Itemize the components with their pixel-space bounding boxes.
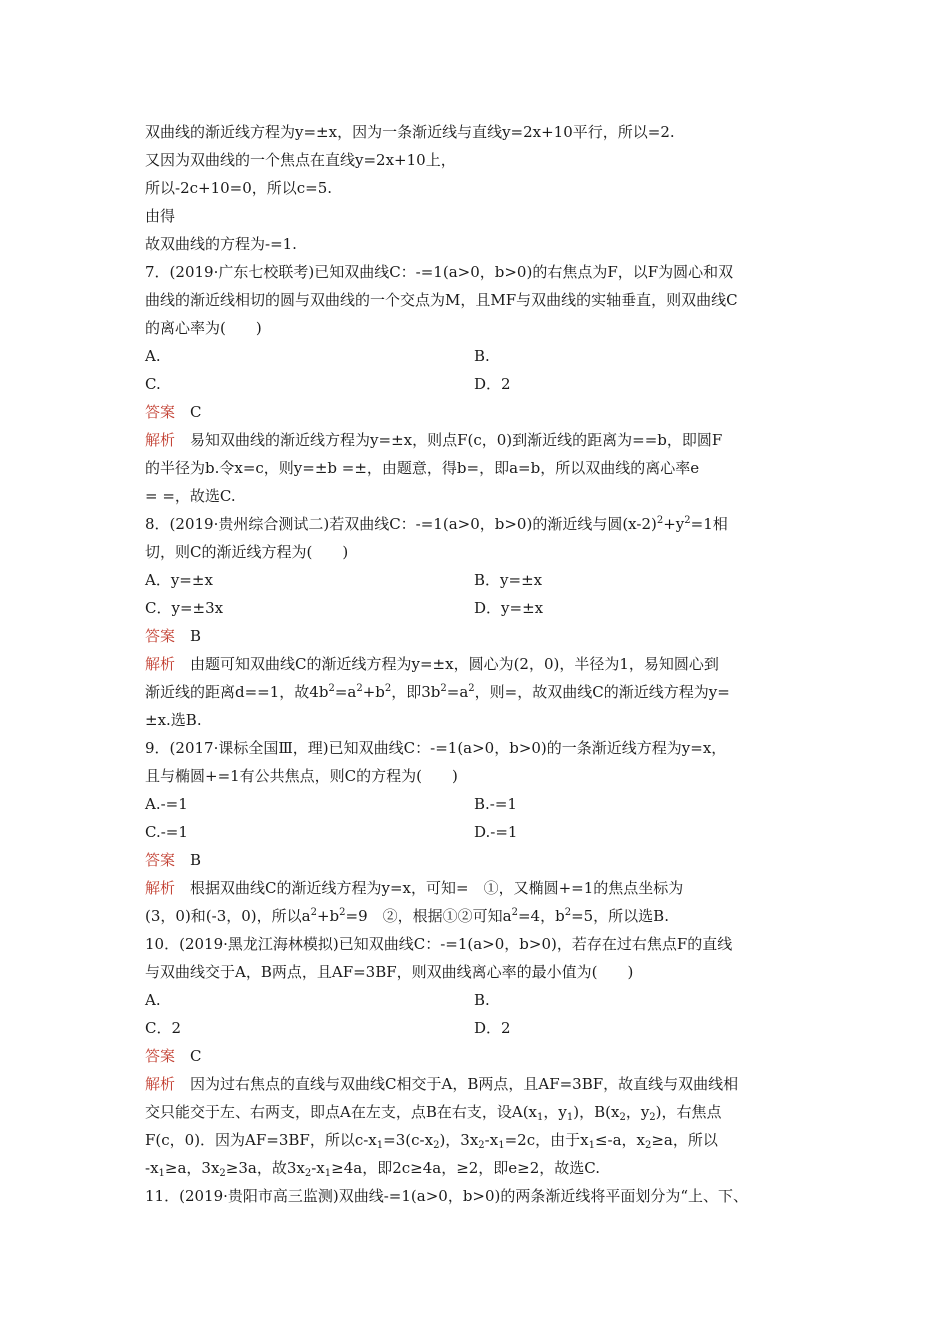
- answer-line: [145, 1046, 202, 1066]
- answer-label: 答案: [145, 627, 176, 645]
- answer-value: C: [190, 403, 202, 421]
- option-d: D．2: [474, 375, 511, 393]
- option-b: B.: [474, 991, 490, 1009]
- option-b: B.: [474, 347, 490, 365]
- analysis-line: [145, 654, 719, 674]
- question-10-stem: 与双曲线交于A，B两点，且AF=3BF，则双曲线离心率的最小值为( ): [145, 963, 634, 981]
- text-line: 双曲线的渐近线方程为y=±x，因为一条渐近线与直线y=2x+10平行，所以=2.: [145, 123, 675, 141]
- analysis-line: 的半径为b.令x=c，则y=±b =±，由题意，得b=，即a=b，所以双曲线的离心率e: [145, 459, 700, 477]
- option-b: B．y=±x: [474, 571, 543, 589]
- analysis-line: F(c，0)．因为AF=3BF，所以$c-x_1=3(c-x_2)$，$3x_2-x_1=2c$，由于$x_1\le-a$，$x_2\ge a$，所以: [145, 1131, 718, 1151]
- text-line: 所以-2c+10=0，所以c=5.: [145, 179, 333, 197]
- option-d: D.-=1: [474, 823, 518, 841]
- option-c: C．2: [145, 1019, 182, 1037]
- analysis-line: 渐近线的距离d==1，故$4b^2=a^2+b^2$，即$3b^2=a^2$，则=，故双曲线C的渐近线方程为y=: [145, 683, 730, 701]
- text-line: 故双曲线的方程为-=1.: [145, 235, 297, 253]
- answer-label: 答案: [145, 851, 176, 869]
- option-b: B.-=1: [474, 795, 517, 813]
- question-8-stem: 8．(2019·贵州综合测试二)若双曲线C：-=1(a>0，b>0)的渐近线与圆$(x-2)^2+y^2=1$相: [145, 515, 728, 533]
- analysis-text: 因为过右焦点的直线与双曲线C相交于A，B两点，且AF=3BF，故直线与双曲线相: [190, 1075, 739, 1093]
- question-9-stem: 且与椭圆+=1有公共焦点，则C的方程为( ): [145, 767, 458, 785]
- answer-value: C: [190, 1047, 202, 1065]
- analysis-line: [145, 1074, 738, 1094]
- option-c: C.: [145, 375, 161, 393]
- answer-line: [145, 402, 202, 422]
- question-10-stem: 10．(2019·黑龙江海林模拟)已知双曲线C：-=1(a>0，b>0)，若存在过右焦点F的直线: [145, 935, 733, 953]
- question-7-stem: 曲线的渐近线相切的圆与双曲线的一个交点为M，且MF与双曲线的实轴垂直，则双曲线C: [145, 291, 738, 309]
- option-a: A.: [145, 347, 161, 365]
- text-line: 又因为双曲线的一个焦点在直线y=2x+10上，: [145, 151, 456, 169]
- option-d: D．2: [474, 1019, 511, 1037]
- option-c: C．y=±3x: [145, 599, 224, 617]
- analysis-line: 交只能交于左、右两支，即点A在左支，点B在右支，设$A(x_1$，$y_1$)，$B(x_2$，$y_2$)，右焦点: [145, 1103, 722, 1123]
- answer-line: [145, 626, 201, 646]
- analysis-line: ±x.选B.: [145, 711, 202, 729]
- answer-line: [145, 850, 201, 870]
- question-8-stem: 切，则C的渐近线方程为( ): [145, 543, 349, 561]
- analysis-text: 由题可知双曲线C的渐近线方程为y=±x，圆心为(2，0)，半径为1，易知圆心到: [190, 655, 719, 673]
- question-9-stem: 9．(2017·课标全国Ⅲ，理)已知双曲线C：-=1(a>0，b>0)的一条渐近线方程为y=x，: [145, 739, 727, 757]
- analysis-label: 解析: [145, 655, 176, 673]
- answer-label: 答案: [145, 1047, 176, 1065]
- analysis-label: 解析: [145, 1075, 176, 1093]
- analysis-label: 解析: [145, 431, 176, 449]
- answer-value: B: [190, 851, 202, 869]
- analysis-line: [145, 878, 683, 898]
- option-a: A.-=1: [145, 795, 188, 813]
- answer-value: B: [190, 627, 202, 645]
- analysis-line: (3，0)和(-3，0)，所以$a^2+b^2=9$ ②，根据①②可知$a^2=4$，$b^2=5$，所以选B.: [145, 907, 669, 925]
- answer-label: 答案: [145, 403, 176, 421]
- option-a: A．y=±x: [145, 571, 213, 589]
- analysis-label: 解析: [145, 879, 176, 897]
- option-a: A.: [145, 991, 161, 1009]
- analysis-line: [145, 430, 722, 450]
- text-line: 由得: [145, 207, 176, 225]
- analysis-line: $-x_1\ge a$，$3x_2\ge 3a$，故$3x_2-x_1\ge 4a$，即2c≥4a，≥2，即e≥2，故选C.: [145, 1159, 601, 1179]
- question-7-stem: 的离心率为( ): [145, 319, 262, 337]
- analysis-line: = =，故选C.: [145, 487, 236, 505]
- question-7-stem: 7．(2019·广东七校联考)已知双曲线C：-=1(a>0，b>0)的右焦点为F，以F为圆心和双: [145, 263, 734, 281]
- option-d: D．y=±x: [474, 599, 544, 617]
- question-11-stem: 11．(2019·贵阳市高三监测)双曲线-=1(a>0，b>0)的两条渐近线将平面划分为“上、下、: [145, 1187, 749, 1205]
- option-c: C.-=1: [145, 823, 188, 841]
- analysis-text: 根据双曲线C的渐近线方程为y=x，可知= ①，又椭圆+=1的焦点坐标为: [190, 879, 684, 897]
- analysis-text: 易知双曲线的渐近线方程为y=±x，则点F(c，0)到渐近线的距离为==b，即圆F: [190, 431, 723, 449]
